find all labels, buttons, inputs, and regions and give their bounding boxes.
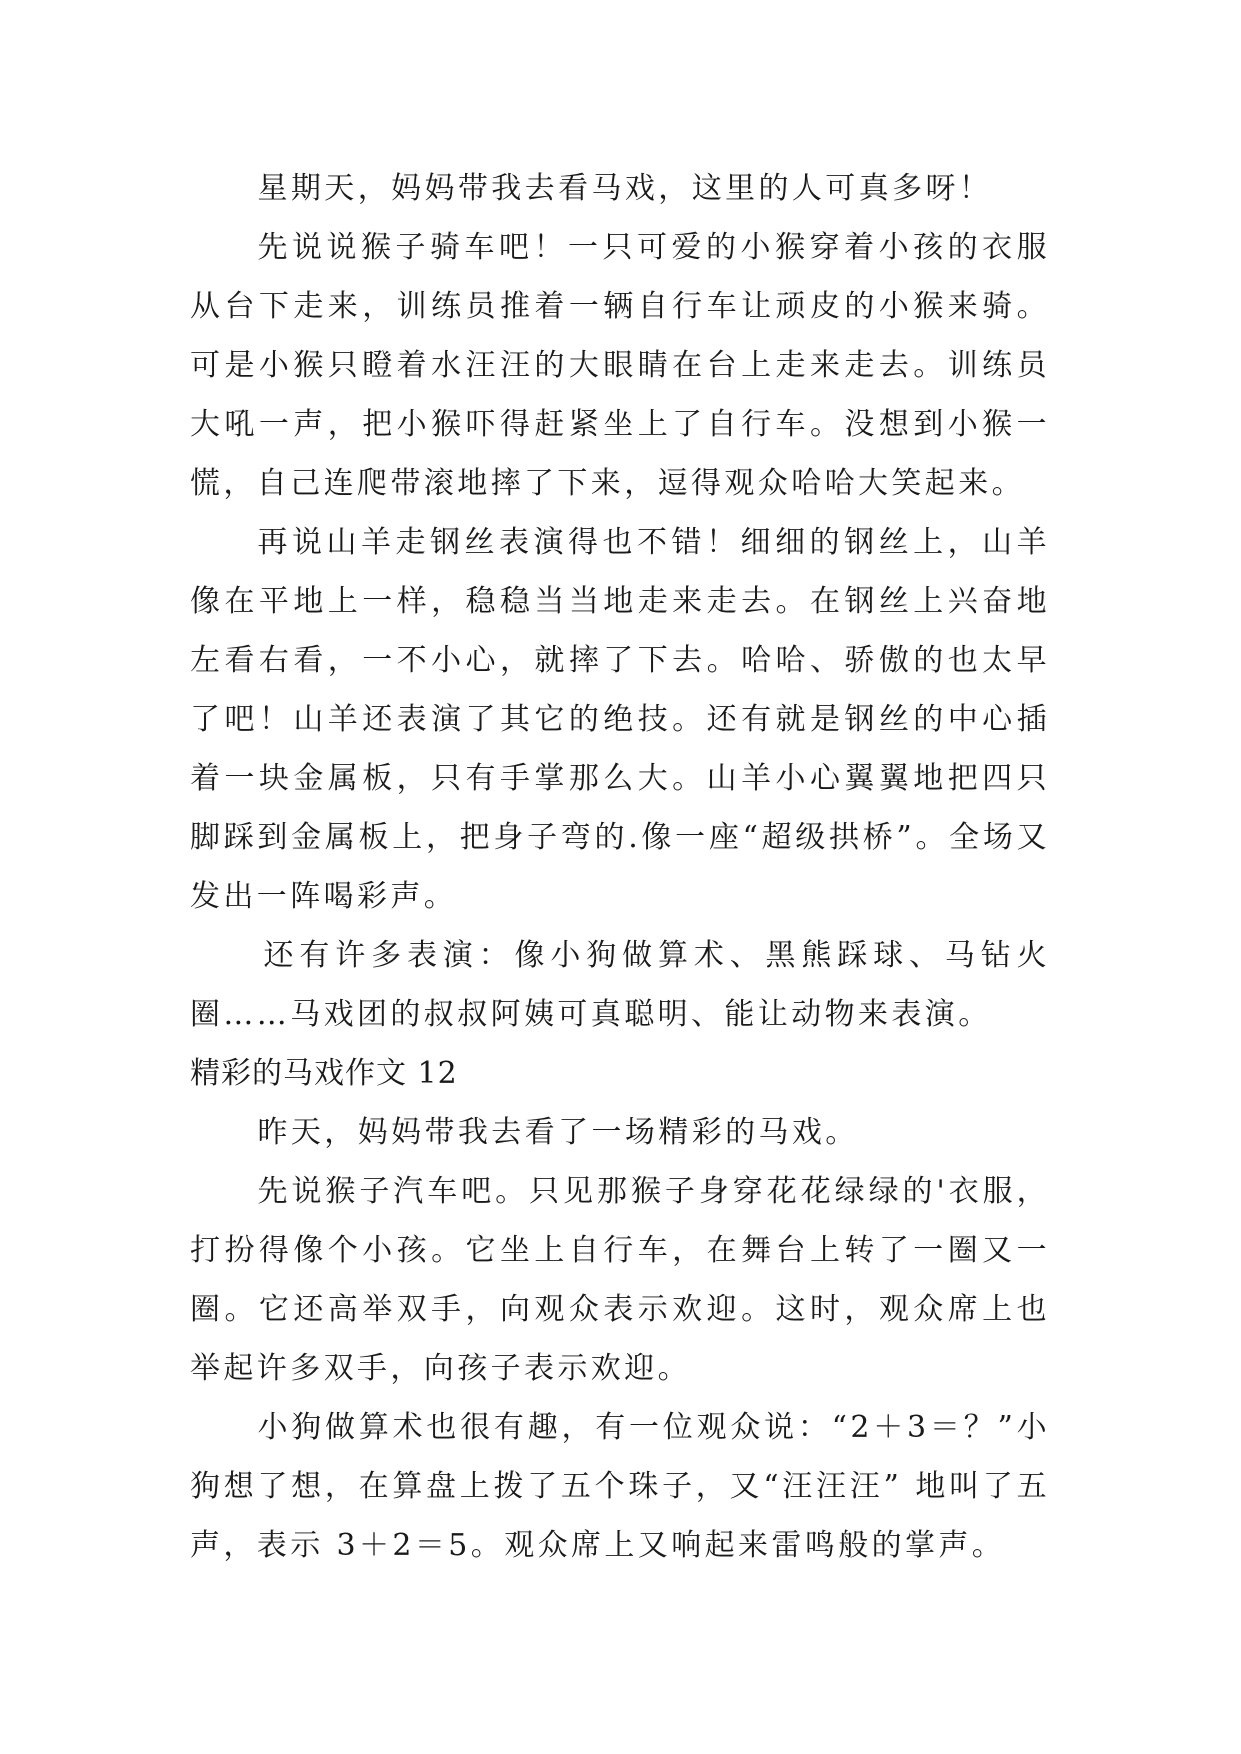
paragraph-dog-math: 小狗做算术也很有趣，有一位观众说：“2＋3＝？”小狗想了想，在算盘上拨了五个珠子，又“汪汪汪” 地叫了五声，表示 3＋2＝5。观众席上又响起来雷鸣般的掌声。 (190, 1410, 1050, 1563)
section-heading: 精彩的马戏作文 12 (190, 1056, 458, 1091)
paragraph-intro: 星期天，妈妈带我去看马戏，这里的人可真多呀！ (257, 171, 993, 206)
paragraph-goat-wire: 再说山羊走钢丝表演得也不错！细细的钢丝上，山羊像在平地上一样，稳稳当当地走来走去。在钢丝上兴奋地左看右看，一不小心，就摔了下去。哈哈、骄傲的也太早了吧！山羊还表演了其它的绝技。还有就是钢丝的中心插着一块金属板，只有手掌那么大。山羊小心翼翼地把四只脚踩到金属板上，把身子弯的.像一座“超级拱桥”。全场又发出一阵喝彩声。 (190, 525, 1050, 914)
paragraph-other-shows: 还有许多表演：像小狗做算术、黑熊踩球、马钻火圈……马戏团的叔叔阿姨可真聪明、能让动物来表演。 (190, 938, 1050, 1032)
paragraph-monkey-bike: 先说说猴子骑车吧！一只可爱的小猴穿着小孩的衣服从台下走来，训练员推着一辆自行车让顽皮的小猴来骑。可是小猴只瞪着水汪汪的大眼睛在台上走来走去。训练员大吼一声，把小猴吓得赶紧坐上了自行车。没想到小猴一慌，自己连爬带滚地摔了下来，逗得观众哈哈大笑起来。 (190, 230, 1050, 501)
document-body (190, 159, 1050, 1575)
paragraph-monkey-car: 先说猴子汽车吧。只见那猴子身穿花花绿绿的'衣服，打扮得像个小孩。它坐上自行车，在舞台上转了一圈又一圈。它还高举双手，向观众表示欢迎。这时，观众席上也举起许多双手，向孩子表示欢迎。 (190, 1174, 1050, 1386)
paragraph-yesterday: 昨天，妈妈带我去看了一场精彩的马戏。 (257, 1115, 859, 1150)
